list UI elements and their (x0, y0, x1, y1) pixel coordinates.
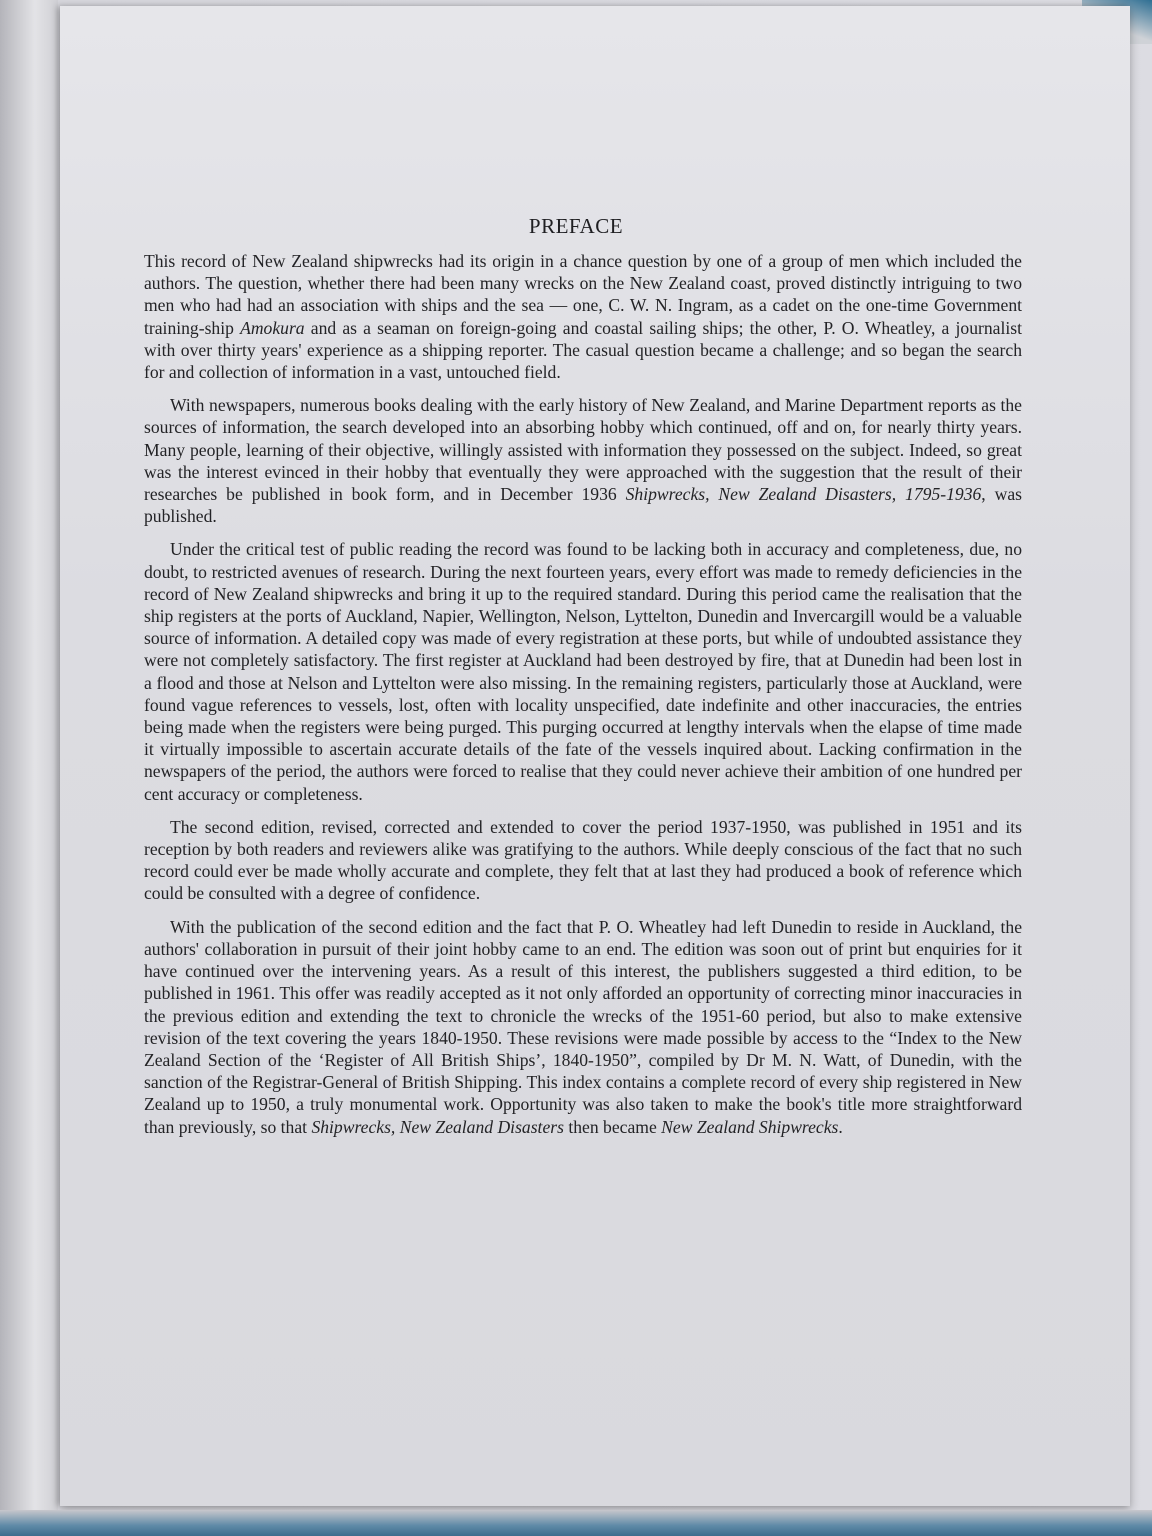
paragraph-text: Under the critical test of public reading the record was found to be lacking both in accuracy and completeness, due, no doubt, to restricted avenues of research. During the next fourteen years, every effort was made to remedy deficiencies in the record of New Zealand shipwrecks and bring it up to the required standard. During this period came the realisation that the ship registers at the ports of Auckland, Napier, Wellington, Nelson, Lyttelton, Dunedin and Invercargill would be a valuable source of information. A detailed copy was made of every registration at these ports, but while of undoubted assistance they were not completely satisfactory. The first register at Auckland had been destroyed by fire, that at Dunedin had been lost in a flood and those at Nelson and Lyttelton were also missing. In the remaining registers, particularly those at Auckland, were found vague references to vessels, lost, often with locality unspecified, date indefinite and other inaccuracies, the entries being made when the registers were being purged. This purging occurred at lengthy intervals when the elapse of time made it virtually impossible to ascertain accurate details of the fate of the vessels inquired about. Lacking confirmation in the newspapers of the period, the authors were forced to realise that they could never achieve their ambition of one hundred per cent accuracy or completeness. (144, 539, 1022, 804)
paragraph-text: . (838, 1116, 843, 1137)
italic-title-text: New Zealand Shipwrecks (661, 1116, 839, 1137)
paragraph-text: The second edition, revised, corrected and extended to cover the period 1937-1950, was published in 1951 and its reception by both readers and reviewers alike was gratifying to the authors. While deeply conscious of the fact that no such record could ever be made wholly accurate and complete, they felt that at last they had produced a book of reference which could be consulted with a degree of confidence. (144, 816, 1022, 904)
paragraph-text: This record of New Zealand shipwrecks had its origin in a chance question by one of a group of men which included the authors. The question, whether there had been many wrecks on the New Zealand coast, proved distinctly intriguing to two men who had had an association with ships and the sea — one, C. W. N. Ingram, as a cadet on the one-time Government training-ship (144, 251, 1022, 338)
preface-paragraph (144, 816, 1022, 905)
preface-paragraph (144, 538, 1022, 804)
page-title: PREFACE (528, 214, 624, 238)
paragraph-text: With the publication of the second edition and the fact that P. O. Wheatley had left Dunedin to reside in Auckland, the authors' collaboration in pursuit of their joint hobby came to an end. The edition was soon out of print but enquiries for it have continued over the intervening years. As a result of this interest, the publishers suggested a third edition, to be published in 1961. This offer was readily accepted as it not only afforded an opportunity of correcting minor inaccuracies in the previous edition and extending the text to chronicle the wrecks of the 1951-60 period, but also to make extensive revision of the text covering the years 1840-1950. These revisions were made possible by access to the “Index to the New Zealand Section of the ‘Register of All British Ships’, 1840-1950”, compiled by Dr M. N. Watt, of Dunedin, with the sanction of the Registrar-General of British Shipping. This index contains a complete record of every ship registered in New Zealand up to 1950, a truly monumental work. Opportunity was also taken to make the book's title more straightforward than previously, so that (144, 916, 1022, 1137)
preface-body (144, 250, 1022, 1149)
paragraph-text: and as a seaman on foreign-going and coastal sailing ships; the other, P. O. Wheatley, a journalist with over thirty years' experience as a shipping reporter. The casual question became a challenge; and so began the search for and collection of information in a vast, untouched field. (144, 317, 1022, 383)
preface-paragraph (144, 250, 1022, 383)
preface-paragraph (144, 916, 1022, 1138)
paragraph-text: then became (563, 1116, 662, 1137)
italic-title-text: Shipwrecks, New Zealand Disasters (311, 1116, 564, 1137)
paragraph-text: , was published. (144, 484, 1022, 527)
italic-title-text: Amokura (240, 317, 305, 338)
book-cover-bottom-edge (0, 1510, 1152, 1536)
preface-paragraph (144, 394, 1022, 527)
italic-title-text: Shipwrecks, New Zealand Disasters, 1795-1936 (625, 484, 982, 505)
paragraph-text: With newspapers, numerous books dealing with the early history of New Zealand, and Marine Department reports as the sources of information, the search developed into an absorbing hobby which continued, off and on, for nearly thirty years. Many people, learning of their objective, willingly assisted with information they possessed on the subject. Indeed, so great was the interest evinced in their hobby that eventually they were approached with the suggestion that the result of their researches be published in book form, and in December 1936 (144, 395, 1022, 505)
